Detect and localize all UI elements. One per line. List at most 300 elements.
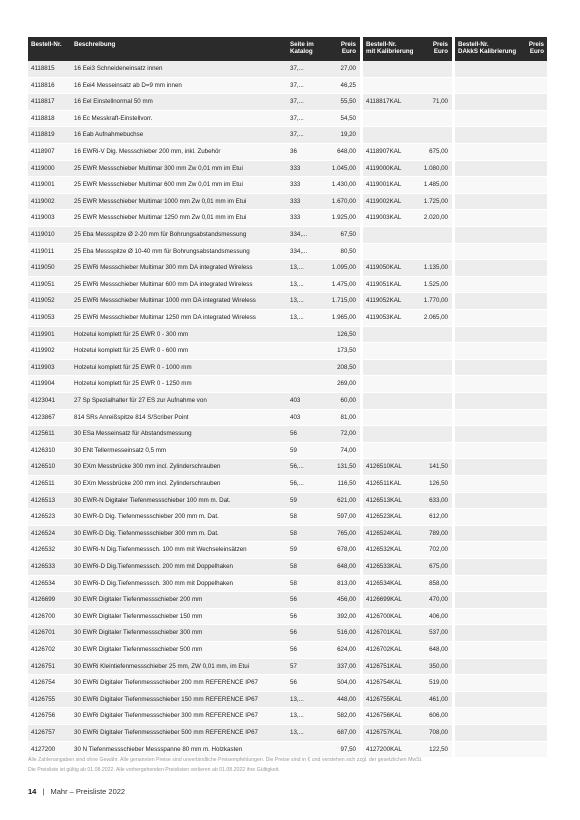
cell-bestell-nr: 4118815 (31, 65, 55, 72)
cell-kal-preis: 1.135,00 (423, 264, 448, 272)
cell-kal-nr: 4118907KAL (366, 148, 402, 155)
row-bg-dakks (455, 376, 547, 393)
row-bg-kalibrierung (363, 443, 452, 460)
cell-kal-nr: 4119001KAL (366, 181, 402, 189)
cell-beschreibung: 30 EWR Digitaler Tiefenmessschieber 500 mm (74, 646, 203, 653)
row-bg-dakks (455, 194, 547, 211)
cell-beschreibung: 25 EWRi Messschieber Multimar 300 mm DA integrated Wireless (74, 264, 253, 272)
table-row (28, 227, 547, 244)
cell-beschreibung: 30 EWRi Digitaler Tiefenmessschieber 500 mm REFERENCE IP67 (74, 729, 258, 736)
table-row (28, 625, 547, 642)
cell-bestell-nr: 4126532 (31, 546, 56, 554)
cell-seite: 59 (290, 446, 297, 454)
cell-kal-preis: 537,00 (429, 629, 448, 637)
table-row (28, 476, 547, 493)
table-row (28, 327, 547, 344)
cell-preis: 126,50 (337, 330, 356, 338)
cell-preis: 1.715,00 (331, 297, 356, 305)
cell-kal-nr: 4119000KAL (366, 164, 402, 172)
cell-bestell-nr: 4119051 (31, 280, 55, 288)
header-seite-line2: Katalog (290, 48, 313, 55)
cell-bestell-nr: 4119904 (31, 380, 55, 388)
table-row (28, 260, 547, 277)
row-bg-dakks (455, 161, 547, 178)
cell-preis: 74,00 (340, 446, 356, 454)
cell-kal-preis: 122,50 (429, 745, 448, 753)
cell-beschreibung: 25 EWRi Messschieber Multimar 600 mm DA integrated Wireless (74, 280, 253, 288)
cell-bestell-nr: 4126754 (31, 679, 56, 687)
row-bg-dakks (455, 625, 547, 642)
cell-bestell-nr: 4126524 (31, 529, 56, 537)
cell-kal-preis: 1.770,00 (423, 297, 448, 305)
header-preis-line2: Euro (341, 48, 356, 55)
table-row (28, 542, 547, 559)
cell-kal-preis: 350,00 (429, 662, 448, 670)
cell-seite: 59 (290, 546, 297, 554)
row-bg-dakks (455, 144, 547, 161)
header-kal-preis (433, 41, 448, 55)
row-bg-dakks (455, 210, 547, 227)
cell-seite: 333 (290, 164, 301, 172)
row-bg-dakks (455, 675, 547, 692)
table-row (28, 410, 547, 427)
header-preis (341, 41, 356, 55)
cell-preis: 46,25 (340, 81, 356, 89)
cell-kal-nr: 4126511KAL (366, 480, 402, 487)
row-bg-dakks (455, 260, 547, 277)
cell-seite: 333 (290, 214, 301, 222)
cell-seite: 37,... (290, 65, 304, 72)
cell-preis: 80,50 (340, 247, 356, 255)
cell-preis: 456,00 (337, 596, 356, 604)
cell-kal-nr: 4126756KAL (366, 712, 402, 720)
row-bg-dakks (455, 642, 547, 659)
cell-beschreibung: 27 Sp Spezialhalter für 27 ES zur Aufnahme von (74, 397, 207, 404)
footer-separator: | (42, 787, 45, 796)
cell-kal-nr: 4126757KAL (366, 729, 402, 736)
cell-preis: 813,00 (337, 579, 356, 587)
cell-seite: 56,... (290, 480, 304, 487)
cell-preis: 687,00 (337, 729, 356, 736)
cell-preis: 131,50 (337, 463, 356, 471)
cell-kal-nr: 4127200KAL (366, 745, 402, 753)
row-bg-dakks (455, 509, 547, 526)
cell-preis: 1.045,00 (331, 164, 356, 172)
cell-kal-preis: 71,00 (432, 98, 448, 106)
cell-kal-preis: 1.080,00 (423, 164, 448, 172)
cell-beschreibung: 25 Eba Messspitze Ø 2-20 mm für Bohrungsabstandsmessung (74, 231, 247, 238)
cell-preis: 648,00 (337, 148, 356, 155)
cell-bestell-nr: 4126310 (31, 446, 56, 454)
cell-bestell-nr: 4118816 (31, 81, 55, 89)
table-header-dakks (455, 37, 547, 61)
table-row (28, 725, 547, 742)
table-row (28, 277, 547, 294)
cell-beschreibung: 16 Eel Einstellnormal 50 mm (74, 98, 153, 106)
row-bg-dakks (455, 459, 547, 476)
cell-beschreibung: 30 EWR-N Digitaler Tiefenmessschieber 100 mm m. Dat. (74, 496, 231, 504)
table-row (28, 360, 547, 377)
row-bg-dakks (455, 327, 547, 344)
cell-kal-nr: 4126524KAL (366, 529, 402, 537)
row-bg-kalibrierung (363, 410, 452, 427)
row-bg-dakks (455, 493, 547, 510)
table-header-main (28, 37, 360, 61)
table-row (28, 244, 547, 261)
cell-bestell-nr: 4126756 (31, 712, 56, 720)
cell-seite: 334,... (290, 231, 308, 238)
cell-beschreibung: 30 ENt Tellermesseinsatz 0,5 mm (74, 446, 167, 454)
cell-kal-nr: 4126700KAL (366, 612, 402, 620)
cell-bestell-nr: 4126755 (31, 695, 56, 703)
cell-beschreibung: Holzetui komplett für 25 EWR 0 - 300 mm (74, 330, 189, 338)
cell-beschreibung: 30 EXm Messbrücke 300 mm incl. Zylinderschrauben (74, 463, 221, 471)
cell-bestell-nr: 4119011 (31, 247, 55, 255)
cell-bestell-nr: 4126534 (31, 579, 56, 587)
header-dakks-preis-line2: Euro (529, 48, 544, 55)
row-bg-dakks (455, 360, 547, 377)
cell-kal-nr: 4119003KAL (366, 214, 402, 222)
cell-kal-preis: 406,00 (429, 612, 448, 620)
cell-bestell-nr: 4119010 (31, 231, 55, 238)
cell-seite: 37,... (290, 114, 304, 122)
cell-kal-nr: 4118817KAL (366, 98, 402, 106)
cell-kal-preis: 2.020,00 (423, 214, 448, 222)
cell-beschreibung: 30 EWR Digitaler Tiefenmessschieber 300 mm (74, 629, 203, 637)
table-row (28, 144, 547, 161)
cell-preis: 116,50 (337, 480, 356, 487)
cell-bestell-nr: 4125611 (31, 430, 55, 438)
cell-beschreibung: 16 EWRi-V Dig. Messschieber 200 mm, inkl. Zubehör (74, 148, 221, 155)
table-row (28, 78, 547, 95)
row-bg-dakks (455, 277, 547, 294)
row-bg-dakks (455, 526, 547, 543)
cell-kal-nr: 4126755KAL (366, 695, 402, 703)
cell-preis: 27,00 (340, 65, 356, 72)
cell-preis: 173,50 (337, 347, 356, 355)
cell-bestell-nr: 4126701 (31, 629, 56, 637)
cell-preis: 1.095,00 (331, 264, 356, 272)
table-row (28, 210, 547, 227)
cell-bestell-nr: 4118818 (31, 114, 55, 122)
cell-seite: 59 (290, 496, 297, 504)
cell-kal-nr: 4126534KAL (366, 579, 402, 587)
cell-bestell-nr: 4119052 (31, 297, 55, 305)
cell-seite: 37,... (290, 98, 304, 106)
cell-bestell-nr: 4119053 (31, 314, 55, 321)
table-row (28, 161, 547, 178)
row-bg-dakks (455, 410, 547, 427)
cell-seite: 13,... (290, 729, 304, 736)
row-bg-dakks (455, 94, 547, 111)
cell-kal-preis: 708,00 (429, 729, 448, 736)
cell-kal-nr: 4126699KAL (366, 596, 402, 604)
cell-bestell-nr: 4126533 (31, 563, 56, 570)
table-row (28, 426, 547, 443)
row-bg-kalibrierung (363, 426, 452, 443)
cell-preis: 19,20 (340, 131, 356, 139)
row-bg-dakks (455, 576, 547, 593)
cell-bestell-nr: 4126751 (31, 662, 56, 670)
cell-preis: 208,50 (337, 363, 356, 371)
cell-preis: 648,00 (337, 563, 356, 570)
table-row (28, 526, 547, 543)
cell-seite: 58 (290, 513, 297, 521)
cell-beschreibung: 30 EXm Messbrücke 200 mm incl. Zylinderschrauben (74, 480, 221, 487)
cell-seite: 56 (290, 679, 297, 687)
cell-bestell-nr: 4126513 (31, 496, 56, 504)
table-row (28, 493, 547, 510)
cell-kal-preis: 648,00 (429, 646, 448, 653)
header-dakks-nr-line1: Bestell-Nr. (458, 41, 489, 48)
cell-kal-preis: 470,00 (429, 596, 448, 604)
table-row (28, 61, 547, 78)
table-row (28, 393, 547, 410)
row-bg-kalibrierung (363, 78, 452, 95)
cell-kal-nr: 4126751KAL (366, 662, 402, 670)
cell-bestell-nr: 4119000 (31, 164, 55, 172)
row-bg-dakks (455, 111, 547, 128)
cell-preis: 516,00 (337, 629, 356, 637)
cell-bestell-nr: 4127200 (31, 745, 56, 753)
cell-bestell-nr: 4126699 (31, 596, 56, 604)
cell-bestell-nr: 4126510 (31, 463, 56, 471)
cell-kal-nr: 4119051KAL (366, 280, 402, 288)
table-row (28, 609, 547, 626)
cell-kal-nr: 4126513KAL (366, 496, 402, 504)
cell-beschreibung: 30 N Tiefenmessschieber Messspanne 80 mm m. Holzkasten (74, 745, 243, 753)
cell-beschreibung: 25 EWRi Messschieber Multimar 1250 mm DA integrated Wireless (74, 314, 256, 321)
cell-preis: 55,50 (340, 98, 356, 106)
table-row (28, 692, 547, 709)
cell-beschreibung: 30 EWRi Digitaler Tiefenmessschieber 200 mm REFERENCE IP67 (74, 679, 258, 687)
cell-bestell-nr: 4126523 (31, 513, 56, 521)
row-bg-dakks (455, 476, 547, 493)
cell-beschreibung: 30 EWR Digitaler Tiefenmessschieber 150 mm (74, 612, 203, 620)
cell-seite: 58 (290, 529, 297, 537)
header-kal-nr (366, 41, 413, 55)
cell-kal-preis: 126,50 (429, 480, 448, 487)
cell-seite: 37,... (290, 81, 304, 89)
cell-kal-preis: 675,00 (429, 148, 448, 155)
cell-preis: 81,00 (340, 413, 356, 421)
table-row (28, 576, 547, 593)
row-bg-dakks (455, 177, 547, 194)
row-bg-kalibrierung (363, 376, 452, 393)
cell-kal-preis: 141,50 (429, 463, 448, 471)
row-bg-kalibrierung (363, 127, 452, 144)
cell-bestell-nr: 4123041 (31, 397, 56, 404)
cell-preis: 678,00 (337, 546, 356, 554)
row-bg-dakks (455, 708, 547, 725)
cell-preis: 1.475,00 (331, 280, 356, 288)
row-bg-dakks (455, 659, 547, 676)
footnote-line1: Alle Zahlenangaben sind ohne Gewähr. Alle genannten Preise sind unverbindliche Preisempfehlungen. Die Preise sind in € und verstehen sich zzgl. der gesetzlichen MwSt. (28, 757, 423, 763)
cell-beschreibung: Holzetui komplett für 25 EWR 0 - 1000 mm (74, 363, 192, 371)
cell-kal-preis: 675,00 (429, 563, 448, 570)
row-bg-kalibrierung (363, 327, 452, 344)
cell-bestell-nr: 4119903 (31, 363, 55, 371)
table-row (28, 127, 547, 144)
cell-kal-preis: 633,00 (429, 496, 448, 504)
row-bg-dakks (455, 426, 547, 443)
header-kal-nr-line2: mit Kalibrierung (366, 48, 414, 55)
table-row (28, 177, 547, 194)
cell-beschreibung: 25 EWRi Messschieber Multimar 1000 mm DA integrated Wireless (74, 297, 256, 305)
cell-seite: 56,... (290, 463, 304, 471)
cell-preis: 60,00 (340, 397, 356, 404)
cell-beschreibung: 30 EWR-D Dig. Tiefenmessschieber 200 mm m. Dat. (74, 513, 219, 521)
cell-preis: 1.430,00 (331, 181, 356, 189)
cell-seite: 334,... (290, 247, 308, 255)
row-bg-dakks (455, 293, 547, 310)
row-bg-dakks (455, 542, 547, 559)
cell-kal-preis: 1.525,00 (423, 280, 448, 288)
row-bg-kalibrierung (363, 343, 452, 360)
cell-seite: 56 (290, 646, 297, 653)
row-bg-dakks (455, 78, 547, 95)
cell-bestell-nr: 4118907 (31, 148, 55, 155)
header-beschreibung: Beschreibung (74, 41, 116, 48)
table-row (28, 659, 547, 676)
cell-seite: 333 (290, 181, 301, 189)
table-row (28, 509, 547, 526)
cell-beschreibung: 30 EWR-D Dig. Tiefenmessschieber 300 mm m. Dat. (74, 529, 219, 537)
cell-bestell-nr: 4126702 (31, 646, 56, 653)
header-dakks-preis (529, 41, 544, 55)
cell-beschreibung: 25 EWR Messschieber Multimar 300 mm Zw 0,01 mm im Etui (74, 164, 243, 172)
cell-seite: 56 (290, 596, 297, 604)
cell-bestell-nr: 4118819 (31, 131, 55, 139)
row-bg-dakks (455, 609, 547, 626)
cell-seite: 403 (290, 413, 301, 421)
row-bg-kalibrierung (363, 111, 452, 128)
cell-kal-nr: 4119050KAL (366, 264, 402, 272)
cell-seite: 37,... (290, 131, 304, 139)
footnote-line2: Die Preisliste ist gültig ab 01.08.2022. Alle vorhergehenden Preislisten verlieren ab 01.08.2022 ihre Gültigkeit. (28, 767, 280, 773)
header-kal-preis-line1: Preis (432, 41, 448, 48)
cell-preis: 67,50 (340, 231, 356, 238)
cell-seite: 36 (290, 148, 297, 155)
cell-beschreibung: 16 Eei4 Messeinsatz ab D=9 mm innen (74, 81, 182, 89)
row-bg-kalibrierung (363, 393, 452, 410)
cell-kal-preis: 789,00 (429, 529, 448, 537)
cell-bestell-nr: 4119001 (31, 181, 55, 189)
cell-seite: 403 (290, 397, 301, 404)
header-dakks-nr (458, 41, 516, 55)
cell-bestell-nr: 4118817 (31, 98, 55, 106)
cell-kal-nr: 4126510KAL (366, 463, 402, 471)
cell-seite: 13,... (290, 264, 304, 272)
row-bg-dakks (455, 393, 547, 410)
cell-bestell-nr: 4123867 (31, 413, 56, 421)
cell-seite: 58 (290, 563, 297, 570)
cell-bestell-nr: 4119002 (31, 197, 55, 205)
cell-bestell-nr: 4119902 (31, 347, 55, 355)
header-preis-line1: Preis (340, 41, 356, 48)
cell-beschreibung: 30 EWRi Digitaler Tiefenmessschieber 300 mm REFERENCE IP67 (74, 712, 258, 720)
cell-beschreibung: 30 EWR Digitaler Tiefenmessschieber 200 mm (74, 596, 203, 604)
row-bg-kalibrierung (363, 360, 452, 377)
cell-bestell-nr: 4119901 (31, 330, 55, 338)
table-row (28, 376, 547, 393)
cell-seite: 56 (290, 629, 297, 637)
cell-preis: 97,50 (340, 745, 356, 753)
cell-bestell-nr: 4126700 (31, 612, 56, 620)
page-footer (28, 787, 125, 796)
cell-kal-nr: 4119053KAL (366, 314, 402, 321)
cell-beschreibung: 30 EWRi Kleintiefenmessschieber 25 mm, ZW 0,01 mm, im Etui (74, 662, 250, 670)
cell-beschreibung: 16 Ec Messkraft-Einstellvorr. (74, 114, 153, 122)
cell-kal-nr: 4126533KAL (366, 563, 402, 570)
cell-beschreibung: 30 EWRi Digitaler Tiefenmessschieber 150 mm REFERENCE IP67 (74, 695, 258, 703)
cell-bestell-nr: 4126511 (31, 480, 55, 487)
cell-beschreibung: 25 Eba Messspitze Ø 10-40 mm für Bohrungsabstandsmessung (74, 247, 250, 255)
table-row (28, 194, 547, 211)
cell-preis: 54,50 (340, 114, 356, 122)
row-bg-kalibrierung (363, 244, 452, 261)
row-bg-dakks (455, 127, 547, 144)
cell-preis: 1.965,00 (331, 314, 356, 321)
footnote (28, 755, 558, 775)
cell-preis: 582,00 (337, 712, 356, 720)
cell-kal-nr: 4126702KAL (366, 646, 402, 653)
cell-seite: 57 (290, 662, 297, 670)
cell-preis: 621,00 (337, 496, 356, 504)
table-row (28, 675, 547, 692)
cell-beschreibung: Holzetui komplett für 25 EWR 0 - 1250 mm (74, 380, 192, 388)
header-kal-preis-line2: Euro (433, 48, 448, 55)
table-row (28, 94, 547, 111)
table-row (28, 310, 547, 327)
cell-kal-nr: 4119052KAL (366, 297, 402, 305)
row-bg-dakks (455, 443, 547, 460)
header-bestell-nr: Bestell-Nr. (31, 41, 62, 48)
cell-kal-preis: 858,00 (429, 579, 448, 587)
row-bg-dakks (455, 692, 547, 709)
table-row (28, 642, 547, 659)
cell-preis: 392,00 (337, 612, 356, 620)
table-row (28, 443, 547, 460)
row-bg-dakks (455, 244, 547, 261)
row-bg-dakks (455, 61, 547, 78)
cell-seite: 13,... (290, 280, 304, 288)
cell-kal-preis: 2.065,00 (423, 314, 448, 321)
cell-preis: 624,00 (337, 646, 356, 653)
cell-beschreibung: 30 EWRi-D Dig.Tiefenmesssch. 300 mm mit Doppelhaken (74, 579, 233, 587)
cell-seite: 13,... (290, 695, 304, 703)
cell-preis: 1.925,00 (331, 214, 356, 222)
cell-kal-preis: 461,00 (429, 695, 448, 703)
cell-preis: 504,00 (337, 679, 356, 687)
cell-kal-nr: 4126701KAL (366, 629, 402, 637)
cell-kal-nr: 4126532KAL (366, 546, 402, 554)
cell-kal-preis: 606,00 (429, 712, 448, 720)
cell-seite: 56 (290, 430, 297, 438)
row-bg-dakks (455, 592, 547, 609)
cell-beschreibung: 30 EWRi-D Dig.Tiefenmesssch. 200 mm mit Doppelhaken (74, 563, 233, 570)
cell-kal-nr: 4126754KAL (366, 679, 402, 687)
cell-beschreibung: 16 Eab Aufnahmebuchse (74, 131, 144, 139)
header-seite-line1: Seite im (290, 41, 314, 48)
cell-beschreibung: 30 EWRi-N Dig.Tiefenmesssch. 100 mm mit Wechseleinsätzen (74, 546, 247, 554)
cell-beschreibung: 30 ESa Messeinsatz für Abstandsmessung (74, 430, 192, 438)
cell-kal-preis: 702,00 (429, 546, 448, 554)
header-dakks-nr-line2: DAkkS Kalibrierung (458, 48, 517, 55)
footer-title: Mahr – Preisliste 2022 (50, 787, 126, 796)
row-bg-dakks (455, 227, 547, 244)
cell-beschreibung: 25 EWR Messschieber Multimar 600 mm Zw 0,01 mm im Etui (74, 181, 243, 189)
